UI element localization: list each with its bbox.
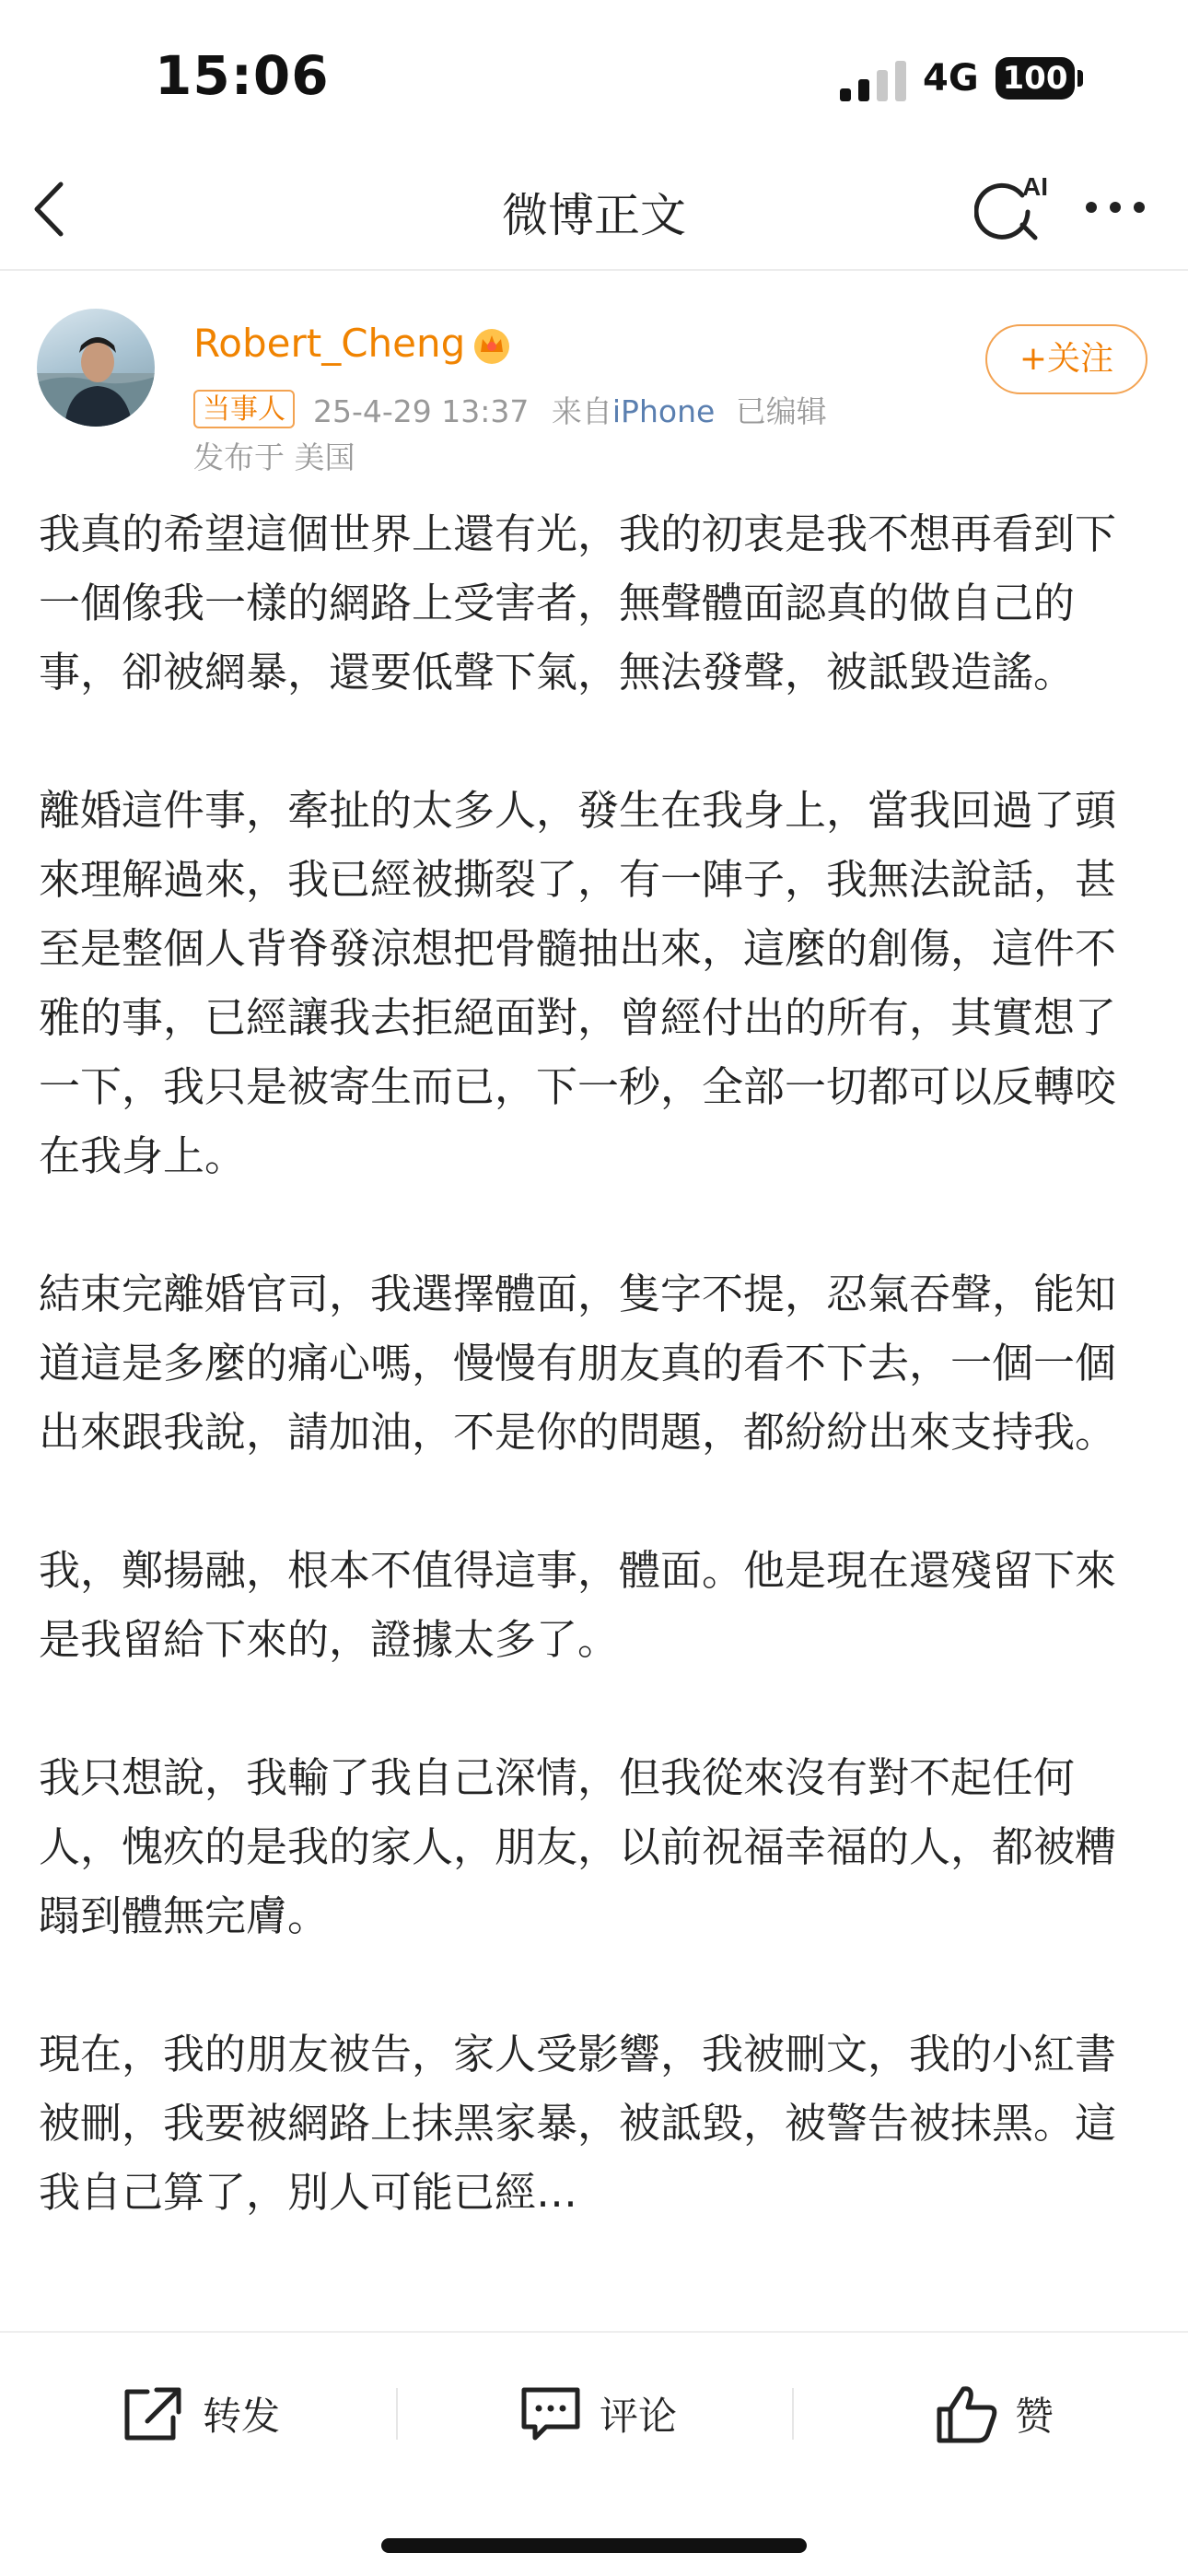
more-horizontal-icon [1083,193,1147,221]
post-paragraph: 結束完離婚官司，我選擇體面，隻字不提，忍氣吞聲，能知道這是多麼的痛心嗎，慢慢有朋友真的看不下去，一個一個出來跟我說，請加油，不是你的問題，都紛紛出來支持我。 [39,1270,1117,1457]
follow-button[interactable]: +关注 [985,324,1147,394]
page-title: 微博正文 [502,189,686,242]
source-prefix: 来自 [551,393,612,429]
avatar[interactable] [37,309,155,427]
thumbs-up-icon [936,2383,998,2444]
edited-label[interactable]: 已编辑 [735,393,827,429]
post-source[interactable]: iPhone [611,393,716,429]
post-location: 发布于 美国 [193,439,355,475]
comment-label: 评论 [600,2394,678,2439]
comment-button[interactable] [518,2377,677,2451]
post-paragraph[interactable]: 現在，我的朋友被告，家人受影響，我被刪文，我的小紅書被刪，我要被網路上抹黑家暴，被詆毀，被警告被抹黑。這我自己算了，別人可能已經… [39,2030,1117,2217]
post-paragraph: 我，鄭揚融，根本不值得這事，體面。他是現在還殘留下來是我留給下來的，證據太多了。 [39,1546,1117,1664]
repost-label: 转发 [203,2394,281,2439]
more-button[interactable] [1083,193,1147,221]
avatar-image [37,309,155,427]
action-bar-divider [0,2331,1188,2333]
username[interactable]: Robert_Cheng [193,321,466,366]
battery-cap [1077,70,1083,87]
action-separator [396,2388,398,2440]
status-time: 15:06 [155,44,330,107]
network-type: 4G [923,57,979,100]
vip-crown-icon[interactable] [470,324,514,367]
nav-divider [0,269,1188,271]
like-label: 赞 [1015,2394,1054,2439]
home-indicator [381,2538,807,2553]
post-paragraph: 我只想說，我輸了我自己深情，但我從來沒有對不起任何人，愧疚的是我的家人，朋友，以前祝福幸福的人，都被糟蹋到體無完膚。 [39,1753,1117,1940]
repost-button[interactable] [120,2377,280,2451]
post-paragraph: 我真的希望這個世界上還有光，我的初衷是我不想再看到下一個像我一樣的網路上受害者，無聲體面認真的做自己的事，卻被網暴，還要低聲下氣，無法發聲，被詆毀造謠。 [39,509,1117,697]
post-paragraph: 離婚這件事，牽扯的太多人，發生在我身上，當我回過了頭來理解過來，我已經被撕裂了，有一陣子，我無法說話，甚至是整個人背脊發涼想把骨髓抽出來，這麼的創傷，這件不雅的事，已經讓我去拒絕面對，曾經付出的所有，其實想了一下，我只是被寄生而已，下一秒，全部一切都可以反轉咬在我身上。 [39,786,1117,1180]
party-badge: 当事人 [193,390,295,428]
ai-search-button[interactable] [974,168,1052,245]
post-meta [313,388,827,431]
action-separator [792,2388,794,2440]
ai-search-icon [974,168,1052,245]
post-timestamp: 25-4-29 13:37 [313,393,530,429]
repost-icon [120,2384,186,2443]
comment-icon [518,2384,583,2443]
signal-icon [840,61,908,101]
battery-icon: 100 [996,57,1075,100]
ai-label: AI [1022,172,1048,201]
post-body [39,499,1153,2227]
like-button[interactable] [936,2377,1054,2451]
